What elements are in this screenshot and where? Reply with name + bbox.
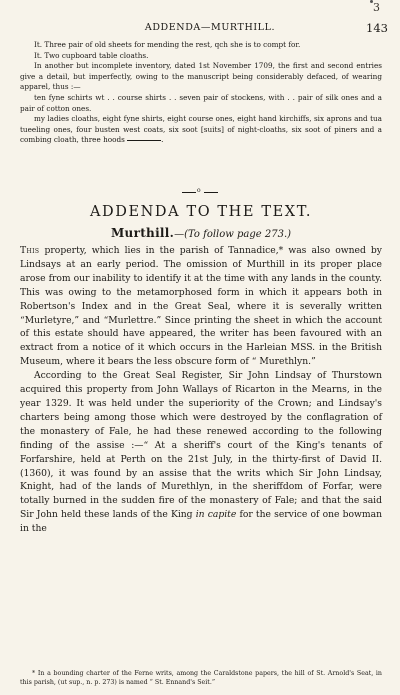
paragraph-text: According to the Great Seal Register, Sir John Lindsay of Thurstown acquired this property from John Wallays of Ricarton in the Mearns, in the year 1329. It was held under the superiority of the Crown; and Lindsay's charters being among those which were destroyed by the conflagration of the monastery of Fale, he had these renewed according to the following finding of the assise :—“ At a sheriff's court of the King's tenants of Forfarshire, held at Perth on the 21st July, in the thirty-first of David II. (1360), it was found by an assise that the writs which Sir John Lindsay, Knight, had of the lands of Murethlyn, in the sheriffdom of Forfar, were totally burned in the sudden fire of the monastery of Fale; and that the said Sir John held these lands of the King — [20, 370, 382, 521]
inventory-line: ten fyne schirts wt . . course shirts . . seven pair of stockens, with . . pair of silk ones and a pair of cotton ones. — [20, 92, 382, 113]
inventory-paragraph: In another but incomplete inventory, dated 1st November 1709, the first and second entries give a detail, but imperfectly, owing to the manuscript being considerably defaced, of wearing apparel, thus :— — [20, 61, 382, 92]
paragraph-text: for the service of one bowman in the — [20, 509, 382, 535]
separator-rule — [182, 192, 196, 193]
body-text — [20, 244, 382, 536]
corner-annotation: 3 — [373, 1, 380, 14]
footnote — [20, 670, 382, 687]
inventory-end: . — [161, 135, 164, 145]
place-name: Murthill. — [110, 226, 175, 240]
section-title: ADDENDA TO THE TEXT. — [89, 204, 313, 220]
body-paragraph — [20, 369, 382, 536]
lead-word: This — [20, 245, 40, 256]
inventory-line: It. Two cupboard table cloaths. — [34, 50, 149, 60]
inventory-paragraph — [20, 114, 382, 146]
inventory-block — [20, 40, 382, 146]
running-head-title: ADDENDA—MURTHILL. — [144, 22, 276, 33]
footnote-text: * In a bounding charter of the Ferne writs, among the Caraldstone papers, the hill of St. Arnold's Seat, in this parish, (ut sup., n. p. 273) is named “ St. Ennand's Seit.” — [20, 670, 382, 686]
place-heading — [20, 226, 382, 242]
paragraph-text: property, which lies in the parish of Tannadice,* was also owned by Lindsays at an early period. The omission of Murthill in its proper place arose from our inability to identify it at the time with any lands in the county. This was owing to the metamorphosed form in which it appears both in Robertson's Index and in the Great Seal, where it is severally written “Murletyre,” and “Murlettre.” Since printing the sheet in which the account of this estate should have appeared, the writer has been favoured with an extract from a notice of it which occurs in the Harleian MSS. in the British Museum, where it bears the less obscure form of “ Murethlyn.” — [20, 245, 382, 368]
separator-rule — [204, 192, 218, 193]
body-paragraph — [20, 244, 382, 369]
page-number: 143 — [366, 21, 388, 35]
blank-rule — [127, 140, 161, 141]
running-head — [20, 20, 390, 36]
latin-phrase: in capite — [195, 509, 237, 521]
inventory-line: It. Three pair of old sheets for mending the rest, qch she is to compt for. — [34, 40, 301, 49]
page-reference: —(To follow page 273.) — [174, 229, 292, 240]
separator-mark: o — [197, 187, 201, 194]
section-separator — [182, 188, 218, 196]
inventory-text: my ladies cloaths, eight fyne shirts, eight course ones, eight hand kirchiffs, six aprons and tua tueeling ones, four busten west coats, six soot [suits] of night-cloaths, six soot of piners and a combing cloath, three hoods — [20, 114, 382, 145]
